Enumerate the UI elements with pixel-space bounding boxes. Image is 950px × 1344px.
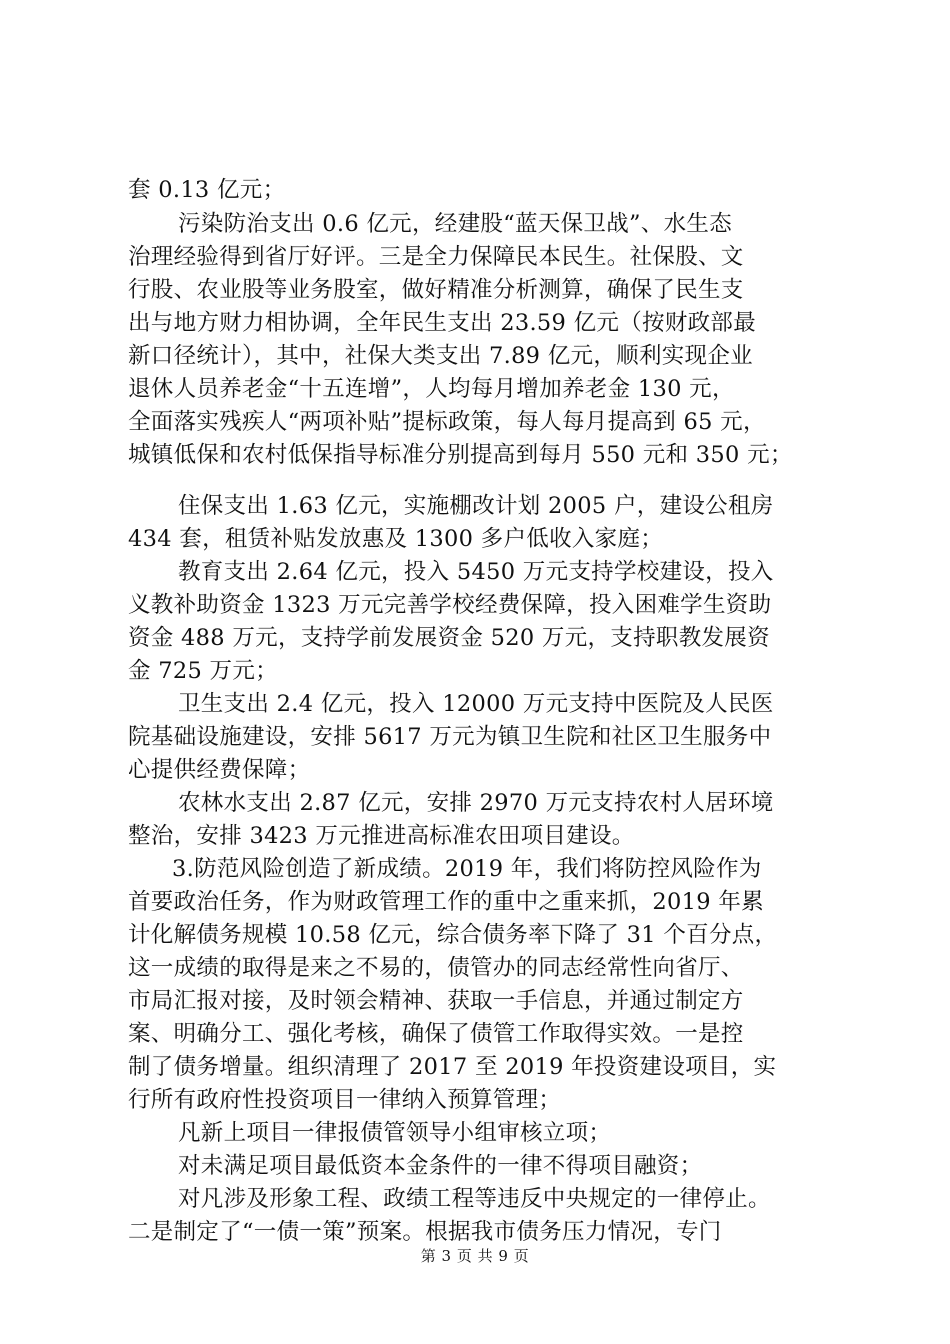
text-line: 卫生支出 2.4 亿元，投入 12000 万元支持中医院及人民医: [178, 691, 774, 717]
text-line: 出与地方财力相协调，全年民生支出 23.59 亿元（按财政部最: [128, 310, 757, 336]
text-line: 二是制定了“一债一策”预案。根据我市债务压力情况，专门: [128, 1219, 722, 1245]
text-line: 住保支出 1.63 亿元，实施棚改计划 2005 户，建设公租房: [178, 493, 774, 519]
text-line: 行股、农业股等业务股室，做好精准分析测算，确保了民生支: [128, 277, 744, 303]
text-line: 行所有政府性投资项目一律纳入预算管理；: [128, 1087, 562, 1113]
text-line: 3.防范风险创造了新成绩。2019 年，我们将防控风险作为: [172, 856, 762, 882]
text-line: 教育支出 2.64 亿元，投入 5450 万元支持学校建设，投入: [178, 559, 774, 585]
text-line: 全面落实残疾人“两项补贴”提标政策，每人每月提高到 65 元，: [128, 409, 766, 435]
text-line: 首要政治任务，作为财政管理工作的重中之重来抓，2019 年累: [128, 889, 764, 915]
text-line: 退休人员养老金“十五连增”，人均每月增加养老金 130 元，: [128, 376, 735, 402]
text-line: 这一成绩的取得是来之不易的，债管办的同志经常性向省厅、: [128, 955, 744, 981]
text-line: 金 725 万元；: [128, 658, 278, 684]
text-line: 套 0.13 亿元；: [128, 177, 286, 203]
page-number-footer: 第 3 页 共 9 页: [420, 1247, 530, 1265]
text-line: 凡新上项目一律报债管领导小组审核立项；: [178, 1120, 612, 1146]
text-line: 对凡涉及形象工程、政绩工程等违反中央规定的一律停止。: [178, 1186, 771, 1212]
text-line: 整治，安排 3423 万元推进高标准农田项目建设。: [128, 823, 635, 849]
text-line: 污染防治支出 0.6 亿元，经建股“蓝天保卫战”、水生态: [178, 211, 732, 237]
text-line: 治理经验得到省厅好评。三是全力保障民本民生。社保股、文: [128, 244, 744, 270]
text-line: 计化解债务规模 10.58 亿元，综合债务率下降了 31 个百分点，: [128, 922, 778, 948]
text-line: 心提供经费保障；: [128, 757, 311, 783]
text-line: 院基础设施建设，安排 5617 万元为镇卫生院和社区卫生服务中: [128, 724, 772, 750]
text-line: 城镇低保和农村低保指导标准分别提高到每月 550 元和 350 元；: [128, 442, 793, 468]
text-line: 市局汇报对接，及时领会精神、获取一手信息，并通过制定方: [128, 988, 744, 1014]
text-line: 资金 488 万元，支持学前发展资金 520 万元，支持职教发展资: [128, 625, 770, 651]
text-line: 义教补助资金 1323 万元完善学校经费保障，投入困难学生资助: [128, 592, 772, 618]
text-line: 案、明确分工、强化考核，确保了债管工作取得实效。一是控: [128, 1021, 744, 1047]
text-line: 制了债务增量。组织清理了 2017 至 2019 年投资建设项目，实: [128, 1054, 777, 1080]
text-line: 农林水支出 2.87 亿元，安排 2970 万元支持农村人居环境: [178, 790, 774, 816]
text-line: 新口径统计），其中，社保大类支出 7.89 亿元，顺利实现企业: [128, 343, 753, 369]
text-line: 434 套，租赁补贴发放惠及 1300 多户低收入家庭；: [128, 526, 664, 552]
text-line: 对未满足项目最低资本金条件的一律不得项目融资；: [178, 1153, 703, 1179]
